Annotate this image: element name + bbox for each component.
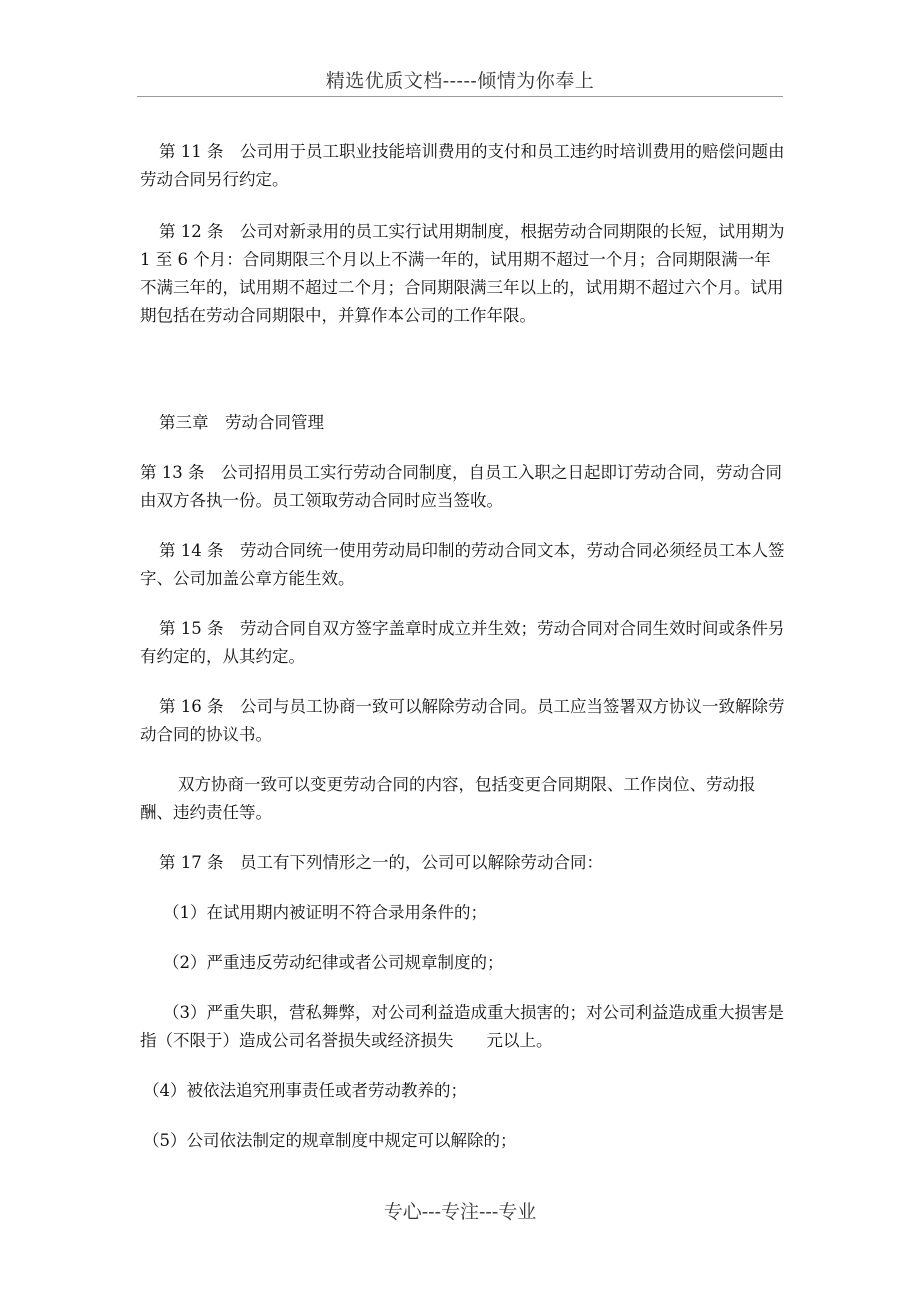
article-17-item-4: （4）被依法追究刑事责任或者劳动教养的；: [143, 1081, 467, 1100]
header-divider: [137, 96, 783, 97]
page-header: 精选优质文档-----倾情为你奉上: [325, 70, 595, 92]
article-17-item-5: （5）公司依法制定的规章制度中规定可以解除的；: [143, 1131, 517, 1150]
article-12: 第 12 条 公司对新录用的员工实行试用期制度，根据劳动合同期限的长短，试用期为 1 至 6 个月：合同期限三个月以上不满一年的，试用期不超过一个月；合同期限满一年不满三年的，试用期不超过二个月；合同期限满三年以上的，试用期不超过六个月。试用期包括在劳动合同期限中，并算作本公司的工作年限。: [140, 222, 790, 325]
document-body: [140, 138, 790, 1155]
article-11: 第 11 条 公司用于员工职业技能培训费用的支付和员工违约时培训费用的赔偿问题由劳动合同另行约定。: [140, 142, 785, 189]
article-17: 第 17 条 员工有下列情形之一的，公司可以解除劳动合同：: [159, 853, 603, 872]
article-17-item-3: （3）严重失职，营私舞弊，对公司利益造成重大损害的；对公司利益造成重大损害是指（不限于）造成公司名誉损失或经济损失 元以上。: [140, 1003, 784, 1050]
article-14: 第 14 条 劳动合同统一使用劳动局印制的劳动合同文本，劳动合同必须经员工本人签字、公司加盖公章方能生效。: [140, 541, 785, 588]
article-16-continuation: 双方协商一致可以变更劳动合同的内容，包括变更合同期限、工作岗位、劳动报酬、违约责任等。: [140, 775, 756, 822]
article-17-item-1: （1）在试用期内被证明不符合录用条件的；: [163, 903, 487, 922]
page-footer: 专心---专注---专业: [383, 1201, 537, 1223]
article-16: 第 16 条 公司与员工协商一致可以解除劳动合同。员工应当签署双方协议一致解除劳动合同的协议书。: [140, 697, 785, 744]
article-15: 第 15 条 劳动合同自双方签字盖章时成立并生效；劳动合同对合同生效时间或条件另有约定的，从其约定。: [140, 619, 785, 666]
article-13: 第 13 条 公司招用员工实行劳动合同制度，自员工入职之日起即订劳动合同，劳动合同由双方各执一份。员工领取劳动合同时应当签收。: [140, 463, 782, 510]
chapter-heading: 第三章 劳动合同管理: [159, 413, 324, 432]
article-17-item-2: （2）严重违反劳动纪律或者公司规章制度的；: [163, 953, 504, 972]
